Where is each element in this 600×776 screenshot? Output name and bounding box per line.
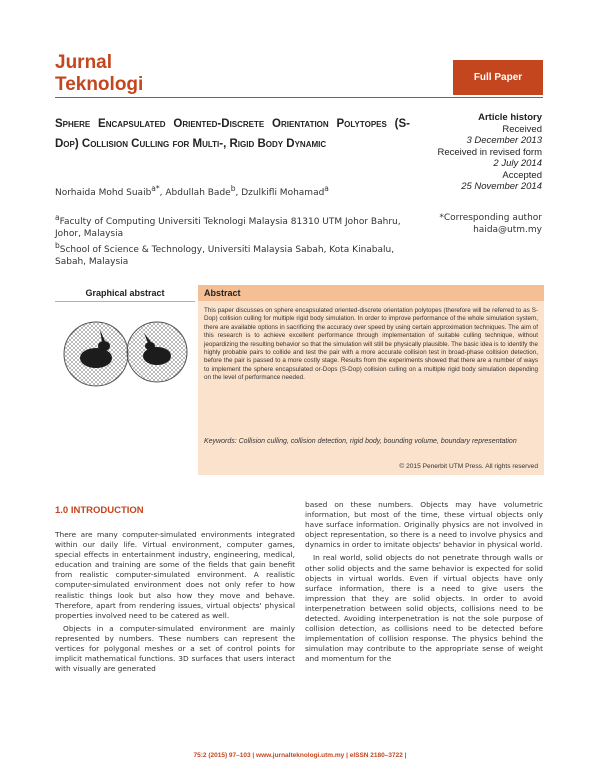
abstract-text: This paper discusses on sphere encapsulated oriented-discrete orientation polytopes (therefore will be referred to as S-Dop) collision culling for multiple rigid body simulation. In order to improve performance of the whole simulation system, there are available options in sacrificing the accuracy over speed by using certain approximation techniques. The aim of this research is to achieve excellent performance through implementation of suitable culling technique, without jeopardizing the resulting behavior so that the simulation will still be physically plausible. The basic idea is to identify the highly probable pairs to collide and test the pair with a more accurate collision test in broad-phase collision detection, before the pair is passed to a more costly stage. Results from the experiments showed that there are a number of ways to implement the sphere encapsulated or-Dops (S-Dop) collision culling on a multiple rigid body simulation depending on the level of performance needed. [204,307,538,382]
article-history: Article history Received 3 December 2013 Received in revised form 2 July 2014 Accepted 25 November 2014 [437,112,542,192]
paragraph: based on these numbers. Objects may have volumetric information, but most of the time, these virtual objects only have surface information. Originally physics are not involved in object representation, so there is a need to involve physics and dynamics in order to imitate objects' behavior in physical world. [305,500,543,550]
graphical-abstract-image [62,308,190,398]
page-footer: 75:2 (2015) 97–103 | www.jurnalteknologi.utm.my | eISSN 2180–3722 | [193,752,407,759]
full-paper-badge: Full Paper [453,60,543,95]
left-sphere [64,322,128,386]
author-list: Norhaida Mohd Suaib$^{a*}$, Abdullah Bade$^b$, Dzulkifli Mohamad$^a$ [55,184,329,198]
right-sphere [127,322,187,382]
header-divider [55,97,543,98]
left-column [55,530,295,677]
paper-title: Sphere Encapsulated Oriented-Discrete Orientation Polytopes (S-Dop) Collision Culling for Multi-, Rigid Body Dynamic [55,118,410,150]
journal-name: Jurnal Teknologi [55,52,144,95]
corresponding-author: *Corresponding author haida@utm.my [415,212,542,236]
graphical-abstract-heading: Graphical abstract [55,285,195,302]
section-heading: 1.0 INTRODUCTION [55,505,144,516]
paragraph: There are many computer-simulated environments integrated within our daily life. Virtual environment, computer games, special effects in entertainment industry, engineering, medical, education and training are some of the fields that gain benefit from realistic computer-simulated environment. A realistic computer-simulated environment does not only refer to how realistic things look but also how they move and behave. Therefore, apart from rendering issues, virtual objects' physical properties involved need to be catered as well. [55,530,295,620]
keywords: Keywords: Collision culling, collision detection, rigid body, bounding volume, boundary representation [204,438,517,445]
author-email[interactable]: haida@utm.my [473,225,542,235]
paragraph: Objects in a computer-simulated environment are mainly represented by numbers. These numbers can represent the vertices for polygonal meshes or a set of control points for implicit mathematical functions. 3D surfaces that users interact with visually are generated [55,623,295,674]
paragraph: In real world, solid objects do not penetrate through walls or other solid objects and the same behavior is expected for solid objects in virtual worlds. Even if virtual objects have only surface information, there is a need to give users the impression that they are solid objects. In order to avoid interpenetration between solid objects, collisions need to be detected. Avoiding interpenetration is not the sole purpose of collision detection, as collisions need to be detected before implementation of collision response. The physics behind the simulation may contribute to the appropriate sense of weight and momentum for the [305,553,543,664]
abstract-heading: Abstract [198,285,544,301]
affiliations: $^a$Faculty of Computing Universiti Teknologi Malaysia 81310 UTM Johor Bahru, Johor, Malaysia $^b$School of Science & Technology, Universiti Malaysia Sabah, Kota Kinabalu, Sabah, Malaysia [55,213,401,267]
copyright-notice: © 2015 Penerbit UTM Press. All rights reserved [399,463,538,470]
right-column [305,500,543,668]
